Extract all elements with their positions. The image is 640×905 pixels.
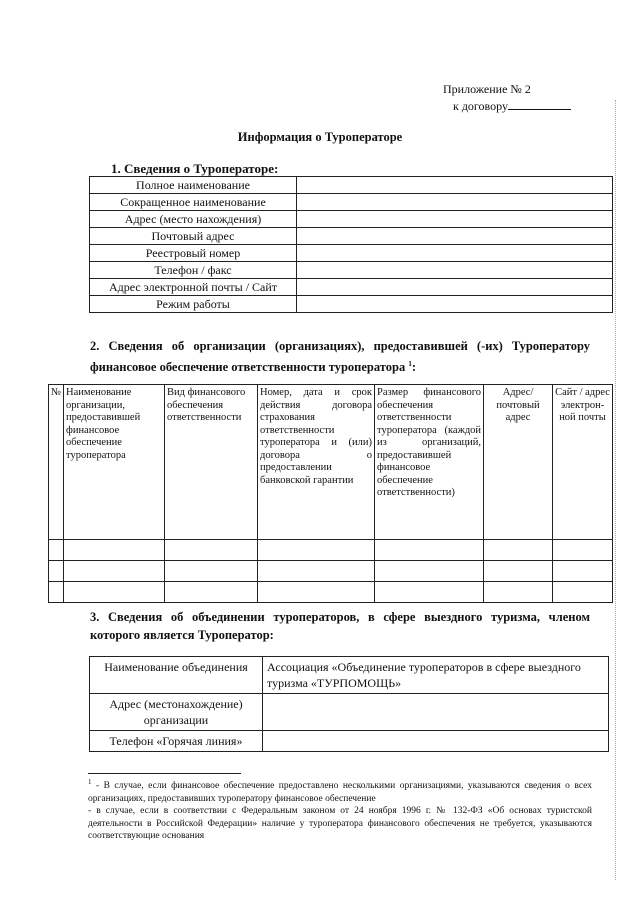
row-value[interactable] <box>297 177 613 194</box>
table-row <box>49 582 613 603</box>
section2-heading <box>90 337 590 376</box>
cell[interactable] <box>258 540 375 561</box>
footnote-item-1 <box>88 776 592 805</box>
table-row <box>90 694 609 731</box>
table-row <box>90 211 613 228</box>
footnote-ref[interactable]: 1 <box>408 360 412 368</box>
cell[interactable] <box>375 540 484 561</box>
section3-heading: 3. Сведения об объединении туроператоров, в сфере выездного туризма, членом которого является Туроператор: <box>90 610 590 642</box>
row-label: Адрес (местонахождение) организации <box>90 694 263 731</box>
cell[interactable] <box>165 540 258 561</box>
table-row <box>49 540 613 561</box>
section1-heading: 1. Сведения о Туроператоре: <box>111 161 279 176</box>
contract-ref <box>443 98 571 115</box>
row-label: Режим работы <box>90 296 297 313</box>
cell[interactable] <box>64 561 165 582</box>
cell[interactable] <box>258 582 375 603</box>
cell[interactable] <box>49 561 64 582</box>
col-security-amount: Размер финансового обеспечения ответственности туроператора (каждой из организаций, предоставившей финансовое обеспечение ответственности) <box>375 385 484 540</box>
row-value[interactable] <box>297 279 613 296</box>
cell[interactable] <box>553 561 613 582</box>
footnote-text-1: - В случае, если финансовое обеспечение предоставлено несколькими организациями, указываются сведения о всех организациях, предоставивших туроператору финансовое обеспечение <box>88 781 592 804</box>
row-value[interactable] <box>263 694 609 731</box>
row-value[interactable] <box>263 731 609 752</box>
col-contract-details: Номер, дата и срок действия договора страхования ответственности туроператора и (или) договора о предоставлении банковской гарантии <box>258 385 375 540</box>
row-label: Почтовый адрес <box>90 228 297 245</box>
footnote-text-2: - в случае, если в соответствии с Федеральным законом от 24 ноября 1996 г. № 132-ФЗ «Об основах туристской деятельности в Российской Федерации» наличие у туроператора финансового обеспечения не требуется, указываются соответствующие основания <box>88 806 592 842</box>
table-row <box>90 657 609 694</box>
cell[interactable] <box>49 540 64 561</box>
row-value[interactable] <box>297 228 613 245</box>
row-value[interactable] <box>297 262 613 279</box>
table-row <box>90 296 613 313</box>
cell[interactable] <box>553 582 613 603</box>
footnote-separator <box>88 773 241 774</box>
cell[interactable] <box>484 540 553 561</box>
operator-info-table <box>89 176 613 313</box>
row-value[interactable] <box>297 211 613 228</box>
cell[interactable] <box>553 540 613 561</box>
row-value[interactable] <box>297 296 613 313</box>
table-row <box>90 731 609 752</box>
cell[interactable] <box>64 540 165 561</box>
col-number: № <box>49 385 64 540</box>
row-label: Телефон «Горячая линия» <box>90 731 263 752</box>
page-title: Информация о Туроператоре <box>237 130 403 144</box>
footnote <box>88 776 592 843</box>
cell[interactable] <box>165 561 258 582</box>
cell[interactable] <box>165 582 258 603</box>
appendix-number: Приложение № 2 <box>443 82 531 96</box>
table-header-row <box>49 385 613 540</box>
heading-colon: : <box>411 360 417 375</box>
row-label: Полное наименование <box>90 177 297 194</box>
row-label: Наименование объединения <box>90 657 263 694</box>
table-row <box>90 279 613 296</box>
appendix-header <box>443 81 571 115</box>
row-label: Адрес (место нахождения) <box>90 211 297 228</box>
section2-heading-text: 2. Сведения об организации (организациях), предоставившей (-их) Туроператору финансовое обеспечение ответственности туроператора <box>90 339 590 375</box>
financial-security-table <box>48 384 613 603</box>
row-value[interactable] <box>297 194 613 211</box>
table-row <box>90 177 613 194</box>
col-address: Адрес/ почтовый адрес <box>484 385 553 540</box>
cell[interactable] <box>64 582 165 603</box>
association-table <box>89 656 609 752</box>
cell[interactable] <box>484 582 553 603</box>
table-row <box>49 561 613 582</box>
row-label: Реестровый номер <box>90 245 297 262</box>
col-security-type: Вид финансового обеспечения ответственности <box>165 385 258 540</box>
row-value[interactable] <box>297 245 613 262</box>
cell[interactable] <box>49 582 64 603</box>
cell[interactable] <box>375 582 484 603</box>
footnote-mark: 1 <box>88 778 92 786</box>
table-row <box>90 262 613 279</box>
col-website-email: Сайт / адрес электрон-ной почты <box>553 385 613 540</box>
row-label: Адрес электронной почты / Сайт <box>90 279 297 296</box>
cell[interactable] <box>258 561 375 582</box>
contract-number-blank[interactable] <box>508 98 571 110</box>
row-label: Сокращенное наименование <box>90 194 297 211</box>
contract-ref-label: к договору <box>453 99 508 113</box>
table-row <box>90 228 613 245</box>
cell[interactable] <box>375 561 484 582</box>
col-org-name: Наименование организации, предоставившей финансовое обеспечение туроператора <box>64 385 165 540</box>
row-value: Ассоциация «Объединение туроператоров в сфере выездного туризма «ТУРПОМОЩЬ» <box>263 657 609 694</box>
scan-edge-dots <box>615 100 616 880</box>
row-label: Телефон / факс <box>90 262 297 279</box>
table-row <box>90 194 613 211</box>
cell[interactable] <box>484 561 553 582</box>
table-row <box>90 245 613 262</box>
